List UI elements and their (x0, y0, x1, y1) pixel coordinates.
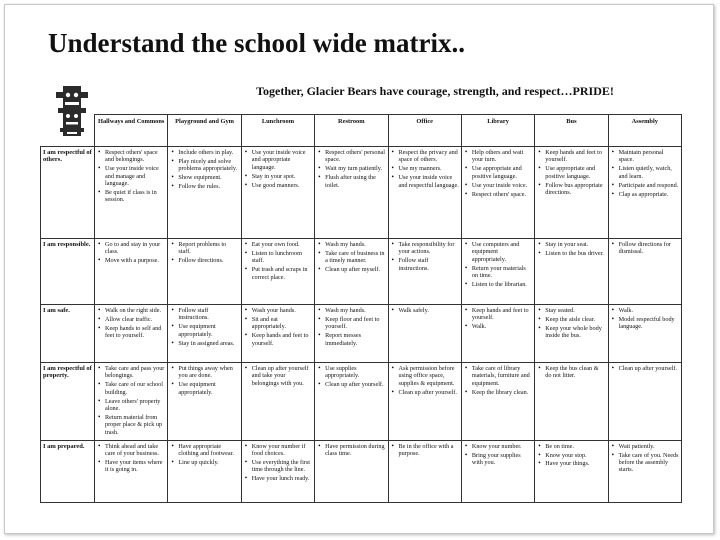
list-item: • Flush after using the toilet. (325, 174, 385, 189)
cell-list (611, 149, 679, 198)
list-item: • Report messes immediately. (325, 332, 385, 347)
list-item: • Listen to the librarian. (472, 281, 532, 288)
list-item: • Keep floor and feet to yourself. (325, 316, 385, 331)
list-item: • Clean up after yourself. (325, 381, 385, 388)
cell-list (464, 241, 532, 288)
cell-list (537, 307, 605, 340)
list-item: • Eat your own food. (252, 241, 312, 248)
column-header: Lunchroom (241, 115, 314, 147)
cell-list (170, 443, 238, 467)
list-item: • Use appropriate and positive language. (472, 165, 532, 180)
list-item: • Line up quickly. (178, 459, 238, 466)
column-header: Office (388, 115, 461, 147)
matrix-cell (608, 305, 681, 363)
list-item: • Have your lunch ready. (252, 475, 312, 482)
matrix-cell (315, 147, 388, 239)
list-item: • Respect the privacy and space of others. (399, 149, 459, 164)
list-item: • Stay seated. (545, 307, 605, 314)
list-item: • Take care of business in a timely manner. (325, 250, 385, 265)
list-item: • Keep the aisle clear. (545, 316, 605, 323)
list-item: • Go to and stay in your class. (105, 241, 165, 256)
list-item: • Use computers and equipment appropriately. (472, 241, 532, 263)
matrix-cell (95, 239, 168, 305)
matrix-cell (461, 440, 534, 502)
list-item: • Report problems to staff. (178, 241, 238, 256)
matrix-cell (608, 239, 681, 305)
list-item: • Keep hands and feet to yourself. (472, 307, 532, 322)
list-item: • Walk safely. (399, 307, 459, 314)
cell-list (537, 443, 605, 468)
matrix-cell (608, 440, 681, 502)
cell-list (464, 443, 532, 467)
table-row (41, 440, 682, 502)
list-item: • Wash your hands. (252, 307, 312, 314)
row-label: I am prepared. (41, 440, 95, 502)
list-item: • Think ahead and take care of your business. (105, 443, 165, 458)
cell-list (317, 365, 385, 389)
matrix-cell (535, 239, 608, 305)
cell-list (464, 365, 532, 396)
list-item: • Walk on the right side. (105, 307, 165, 314)
list-item: • Have permission during class time. (325, 443, 385, 458)
cell-list (97, 149, 165, 204)
list-item: • Walk. (619, 307, 679, 314)
matrix-cell (461, 363, 534, 441)
list-item: • Listen to lunchroom staff. (252, 250, 312, 265)
matrix-cell (535, 305, 608, 363)
matrix-table (40, 114, 682, 503)
cell-list (611, 365, 679, 372)
matrix-cell (315, 305, 388, 363)
list-item: • Follow the rules. (178, 183, 238, 190)
matrix-cell (241, 363, 314, 441)
cell-list (244, 365, 312, 387)
list-item: • Play nicely and solve problems appropriately. (178, 158, 238, 173)
matrix-cell (168, 440, 241, 502)
list-item: • Stay in assigned areas. (178, 340, 238, 347)
cell-list (391, 365, 459, 396)
matrix-cell (388, 305, 461, 363)
list-item: • Keep your whole body inside the bus. (545, 325, 605, 340)
cell-list (611, 307, 679, 331)
matrix-cell (535, 147, 608, 239)
column-header: Library (461, 115, 534, 147)
list-item: • Put things away when you are done. (178, 365, 238, 380)
list-item: • Listen quietly, watch, and learn. (619, 165, 679, 180)
list-item: • Use good manners. (252, 182, 312, 189)
list-item: • Show equipment. (178, 174, 238, 181)
matrix-cell (95, 147, 168, 239)
list-item: • Use equipment appropriately. (178, 323, 238, 338)
list-item: • Know your number if food choices. (252, 443, 312, 458)
list-item: • Respect others' space and belongings. (105, 149, 165, 164)
list-item: • Maintain personal space. (619, 149, 679, 164)
matrix-cell (315, 363, 388, 441)
cell-list (537, 241, 605, 257)
matrix-cell (388, 440, 461, 502)
cell-list (317, 443, 385, 458)
matrix-cell (168, 363, 241, 441)
list-item: • Wait patiently. (619, 443, 679, 450)
matrix-cell (608, 147, 681, 239)
list-item: • Be in the office with a purpose. (399, 443, 459, 458)
header-row (41, 115, 682, 147)
list-item: • Listen to the bus driver. (545, 250, 605, 257)
list-item: • Keep the bus clean & do not litter. (545, 365, 605, 380)
list-item: • Sit and eat appropriately. (252, 316, 312, 331)
list-item: • Use your inside voice and appropriate language. (252, 149, 312, 171)
list-item: • Have your things. (545, 460, 605, 467)
list-item: • Be on time. (545, 443, 605, 450)
list-item: • Wait my turn patiently. (325, 165, 385, 172)
matrix-cell (535, 440, 608, 502)
list-item: • Model respectful body language. (619, 316, 679, 331)
list-item: • Use your inside voice. (472, 182, 532, 189)
column-header: Assembly (608, 115, 681, 147)
cell-list (537, 149, 605, 196)
list-item: • Respect others' personal space. (325, 149, 385, 164)
cell-list (317, 149, 385, 189)
cell-list (97, 365, 165, 436)
cell-list (464, 307, 532, 331)
list-item: • Know your number. (472, 443, 532, 450)
list-item: • Use everything the first time through the line. (252, 459, 312, 474)
list-item: • Clean up after yourself and take your belongings with you. (252, 365, 312, 387)
matrix-cell (388, 363, 461, 441)
behavior-matrix (40, 76, 682, 494)
corner-cell (41, 115, 95, 147)
list-item: • Ask permission before using office space, supplies & equipment. (399, 365, 459, 387)
list-item: • Put trash and scraps in correct place. (252, 266, 312, 281)
list-item: • Follow directions for dismissal. (619, 241, 679, 256)
list-item: • Use appropriate and positive language. (545, 165, 605, 180)
list-item: • Take care of library materials, furniture and equipment. (472, 365, 532, 387)
matrix-cell (608, 363, 681, 441)
list-item: • Help others and wait your turn. (472, 149, 532, 164)
cell-list (97, 443, 165, 474)
matrix-cell (461, 305, 534, 363)
row-label: I am respectful of others. (41, 147, 95, 239)
list-item: • Use your inside voice and respectful language. (399, 174, 459, 189)
matrix-heading: Together, Glacier Bears have courage, strength, and respect…PRIDE! (256, 84, 614, 98)
cell-list (170, 307, 238, 347)
table-row (41, 363, 682, 441)
list-item: • Have your items where it is going in. (105, 459, 165, 474)
list-item: • Take care of our school building. (105, 381, 165, 396)
cell-list (97, 241, 165, 265)
cell-list (464, 149, 532, 198)
table-row (41, 147, 682, 239)
list-item: • Stay in your seat. (545, 241, 605, 248)
cell-list (244, 307, 312, 347)
list-item: • Clean up after myself. (325, 266, 385, 273)
list-item: • Be quiet if class is in session. (105, 189, 165, 204)
list-item: • Walk. (472, 323, 532, 330)
cell-list (611, 241, 679, 256)
matrix-cell (241, 305, 314, 363)
column-header: Restroom (315, 115, 388, 147)
cell-list (170, 149, 238, 191)
matrix-cell (461, 239, 534, 305)
list-item: • Follow bus appropriate directions. (545, 182, 605, 197)
list-item: • Use my manners. (399, 165, 459, 172)
list-item: • Keep hands and feet to yourself. (252, 332, 312, 347)
list-item: • Leave others' property alone. (105, 398, 165, 413)
matrix-cell (535, 363, 608, 441)
list-item: • Move with a purpose. (105, 257, 165, 264)
row-label: I am responsible. (41, 239, 95, 305)
list-item: • Stay in your spot. (252, 173, 312, 180)
column-header: Playground and Gym (168, 115, 241, 147)
list-item: • Wash my hands. (325, 241, 385, 248)
cell-list (391, 307, 459, 314)
matrix-cell (388, 147, 461, 239)
list-item: • Take care and pass your belongings. (105, 365, 165, 380)
list-item: • Take care of you. Needs before the assembly starts. (619, 452, 679, 474)
matrix-cell (95, 363, 168, 441)
list-item: • Know your stop. (545, 452, 605, 459)
list-item: • Return your materials on time. (472, 265, 532, 280)
column-header: Bus (535, 115, 608, 147)
list-item: • Respect others' space. (472, 191, 532, 198)
matrix-cell (241, 147, 314, 239)
slide-title: Understand the school wide matrix.. (48, 28, 465, 58)
matrix-cell (315, 239, 388, 305)
cell-list (97, 307, 165, 340)
list-item: • Include others in play. (178, 149, 238, 156)
list-item: • Take responsibility for your actions. (399, 241, 459, 256)
cell-list (317, 307, 385, 347)
matrix-cell (388, 239, 461, 305)
cell-list (244, 149, 312, 189)
cell-list (170, 241, 238, 265)
list-item: • Keep the library clean. (472, 389, 532, 396)
cell-list (537, 365, 605, 380)
list-item: • Follow directions. (178, 257, 238, 264)
cell-list (391, 241, 459, 272)
row-label: I am safe. (41, 305, 95, 363)
cell-list (391, 443, 459, 458)
matrix-cell (315, 440, 388, 502)
list-item: • Clean up after yourself. (399, 389, 459, 396)
cell-list (244, 241, 312, 281)
list-item: • Participate and respond. (619, 182, 679, 189)
matrix-body (41, 147, 682, 503)
matrix-cell (95, 305, 168, 363)
matrix-cell (168, 239, 241, 305)
matrix-cell (241, 440, 314, 502)
list-item: • Have appropriate clothing and footwear. (178, 443, 238, 458)
matrix-cell (95, 440, 168, 502)
list-item: • Clean up after yourself. (619, 365, 679, 372)
matrix-cell (461, 147, 534, 239)
cell-list (611, 443, 679, 474)
list-item: • Return material from proper place & pick up trash. (105, 414, 165, 436)
cell-list (391, 149, 459, 189)
list-item: • Use your inside voice and manage and language. (105, 165, 165, 187)
list-item: • Clap as appropriate. (619, 191, 679, 198)
list-item: • Follow staff instructions. (399, 257, 459, 272)
table-row (41, 239, 682, 305)
list-item: • Follow staff instructions. (178, 307, 238, 322)
list-item: • Bring your supplies with you. (472, 452, 532, 467)
matrix-cell (168, 147, 241, 239)
table-row (41, 305, 682, 363)
row-label: I am respectful of property. (41, 363, 95, 441)
cell-list (170, 365, 238, 396)
matrix-cell (241, 239, 314, 305)
list-item: • Keep hands and feet to yourself. (545, 149, 605, 164)
cell-list (244, 443, 312, 483)
matrix-cell (168, 305, 241, 363)
list-item: • Use equipment appropriately. (178, 381, 238, 396)
column-header: Hallways and Commons (95, 115, 168, 147)
cell-list (317, 241, 385, 274)
list-item: • Keep hands to self and feet to yourself. (105, 325, 165, 340)
list-item: • Allow clear traffic. (105, 316, 165, 323)
list-item: • Wash my hands. (325, 307, 385, 314)
list-item: • Use supplies appropriately. (325, 365, 385, 380)
